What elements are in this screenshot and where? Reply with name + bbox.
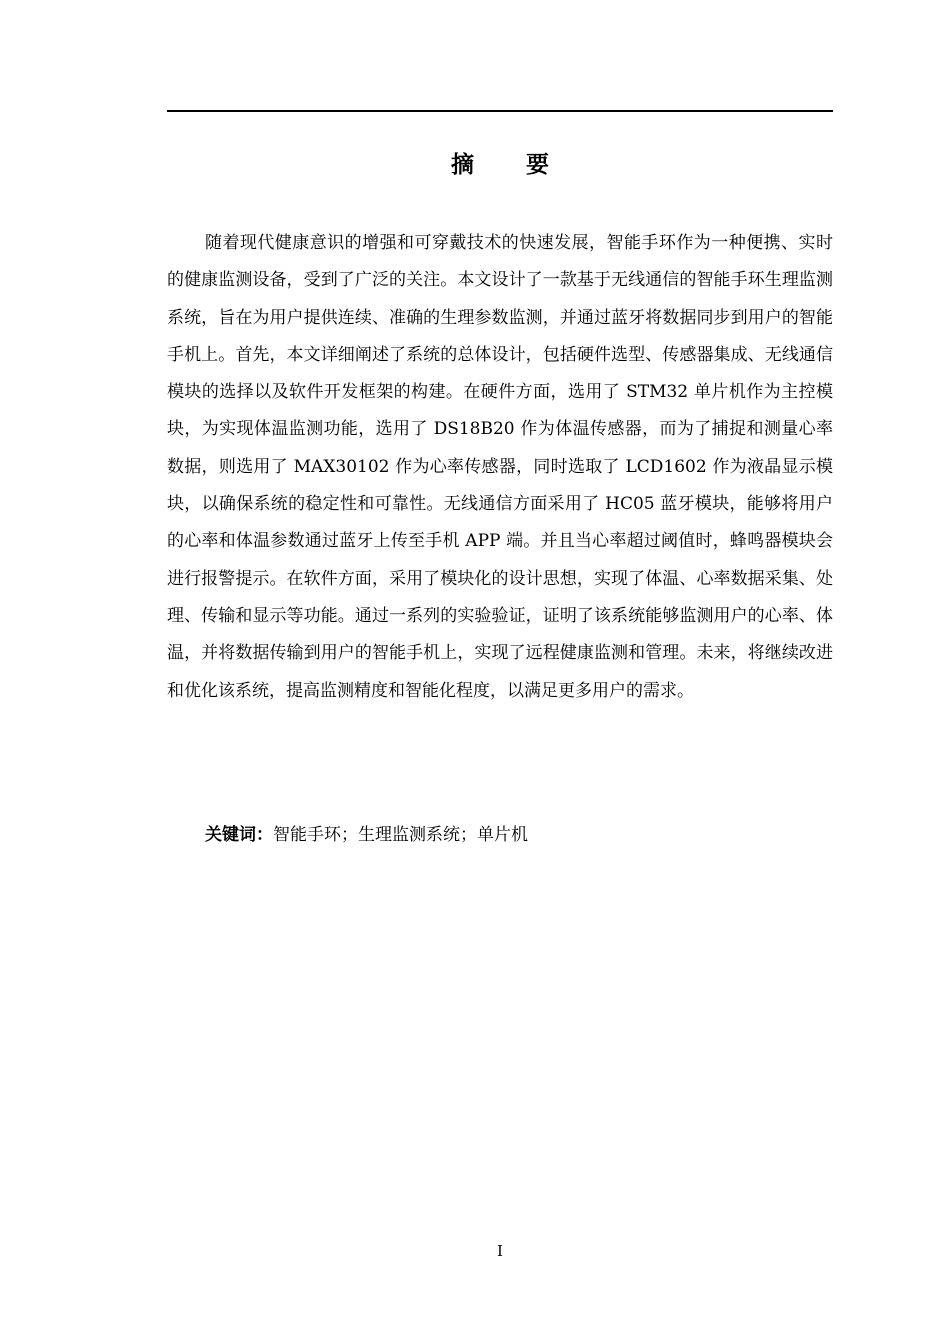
keywords-text: 智能手环；生理监测系统；单片机 (273, 825, 528, 845)
page-number: I (497, 1242, 503, 1260)
header-rule (167, 110, 833, 112)
keywords-label: 关键词： (205, 825, 273, 845)
abstract-paragraph: 随着现代健康意识的增强和可穿戴技术的快速发展，智能手环作为一种便携、实时的健康监测设备，受到了广泛的关注。本文设计了一款基于无线通信的智能手环生理监测系统，旨在为用户提供连续、准确的生理参数监测，并通过蓝牙将数据同步到用户的智能手机上。首先，本文详细阐述了系统的总体设计，包括硬件选型、传感器集成、无线通信模块的选择以及软件开发框架的构建。在硬件方面，选用了 STM32 单片机作为主控模块，为实现体温监测功能，选用了 DS18B20 作为体温传感器，而为了捕捉和测量心率数据，则选用了 MAX30102 作为心率传感器，同时选取了 LCD1602 作为液晶显示模块，以确保系统的稳定性和可靠性。无线通信方面采用了 HC05 蓝牙模块，能够将用户的心率和体温参数通过蓝牙上传至手机 APP 端。并且当心率超过阈值时，蜂鸣器模块会进行报警提示。在软件方面，采用了模块化的设计思想，实现了体温、心率数据采集、处理、传输和显示等功能。通过一系列的实验验证，证明了该系统能够监测用户的心率、体温，并将数据传输到用户的智能手机上，实现了远程健康监测和管理。未来，将继续改进和优化该系统，提高监测精度和智能化程度，以满足更多用户的需求。 (167, 233, 833, 701)
keywords-line (205, 819, 833, 851)
abstract-title: 摘 要 (450, 152, 571, 178)
